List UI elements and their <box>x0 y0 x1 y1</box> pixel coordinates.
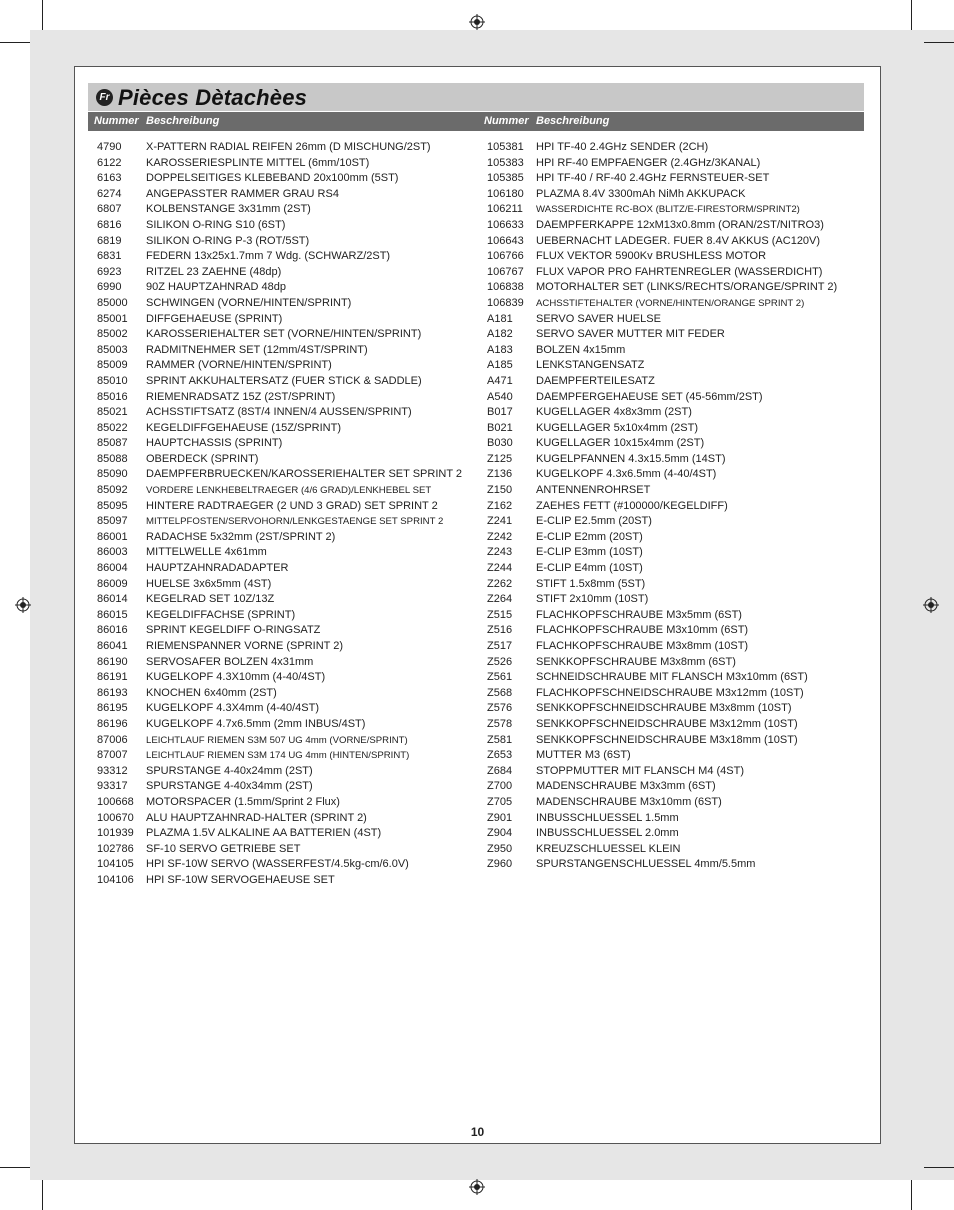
part-description: FLACHKOPFSCHRAUBE M3x8mm (10ST) <box>536 640 749 652</box>
part-description: SILIKON O-RING S10 (6ST) <box>146 218 286 231</box>
part-description: KUGELLAGER 5x10x4mm (2ST) <box>536 421 698 434</box>
part-description: ANTENNENROHRSET <box>536 484 651 497</box>
crop-mark <box>924 1167 954 1168</box>
part-description: LENKSTANGENSATZ <box>536 359 645 372</box>
part-number: 86001 <box>97 530 128 543</box>
part-number: Z244 <box>487 562 513 575</box>
part-description: KEGELDIFFGEHAEUSE (15Z/SPRINT) <box>146 421 341 434</box>
part-number: 6923 <box>97 265 122 278</box>
part-number: 86009 <box>97 577 128 590</box>
part-description: PLAZMA 1.5V ALKALINE AA BATTERIEN (4ST) <box>146 827 382 840</box>
part-number: 106211 <box>487 203 523 216</box>
crop-mark <box>42 1180 43 1210</box>
part-description: SPRINT KEGELDIFF O-RINGSATZ <box>146 624 321 637</box>
language-badge: Fr <box>96 89 113 106</box>
part-description: KEGELRAD SET 10Z/13Z <box>146 593 275 606</box>
part-description: SERVOSAFER BOLZEN 4x31mm <box>146 655 314 668</box>
part-description: ACHSSTIFTSATZ (8ST/4 INNEN/4 AUSSEN/SPRINT) <box>146 406 412 419</box>
part-description: MADENSCHRAUBE M3x10mm (6ST) <box>536 795 722 808</box>
part-description: BOLZEN 4x15mm <box>536 343 626 356</box>
part-description: DIFFGEHAEUSE (SPRINT) <box>146 312 283 325</box>
part-number: Z243 <box>487 546 513 559</box>
part-description: ZAEHES FETT (#100000/KEGELDIFF) <box>536 499 728 512</box>
part-number: 87007 <box>97 749 128 762</box>
part-number: 104106 <box>97 873 134 886</box>
part-number: 85087 <box>97 437 128 450</box>
part-description: MOTORSPACER (1.5mm/Sprint 2 Flux) <box>146 795 340 808</box>
part-description: HPI SF-10W SERVOGEHAEUSE SET <box>146 873 335 886</box>
part-number: Z705 <box>487 795 513 808</box>
part-number: Z162 <box>487 499 513 512</box>
part-description: DAEMPFERKAPPE 12xM13x0.8mm (ORAN/2ST/NITRO3) <box>536 218 824 231</box>
part-number: 86004 <box>97 562 128 575</box>
part-description: RADACHSE 5x32mm (2ST/SPRINT 2) <box>146 530 336 543</box>
part-description: SPRINT AKKUHALTERSATZ (FUER STICK & SADDLE) <box>146 374 422 387</box>
part-number: Z653 <box>487 749 513 762</box>
part-description: FLUX VEKTOR 5900Kv BRUSHLESS MOTOR <box>536 250 767 263</box>
part-number: Z960 <box>487 858 513 871</box>
part-number: A471 <box>487 374 513 387</box>
part-number: 85003 <box>97 343 128 356</box>
part-description: RADMITNEHMER SET (12mm/4ST/SPRINT) <box>146 343 368 356</box>
part-description: KAROSSERIESPLINTE MITTEL (6mm/10ST) <box>146 156 370 169</box>
part-description: WASSERDICHTE RC-BOX (BLITZ/E-FIRESTORM/SPRINT2) <box>536 204 800 216</box>
part-description: SENKKOPFSCHRAUBE M3x8mm (6ST) <box>536 655 736 668</box>
part-number: 104105 <box>97 858 134 871</box>
part-description: DAEMPFERTEILESATZ <box>536 374 655 387</box>
part-number: 106839 <box>487 296 524 309</box>
part-number: Z561 <box>487 671 513 684</box>
part-number: Z516 <box>487 624 513 637</box>
part-number: Z517 <box>487 640 513 652</box>
part-number: Z950 <box>487 842 513 855</box>
document-page <box>74 66 881 1144</box>
part-description: SENKKOPFSCHNEIDSCHRAUBE M3x12mm (10ST) <box>536 717 798 730</box>
part-number: Z526 <box>487 655 513 668</box>
part-description: DAEMPFERBRUECKEN/KAROSSERIEHALTER SET SPRINT 2 <box>146 468 463 481</box>
part-description: FEDERN 13x25x1.7mm 7 Wdg. (SCHWARZ/2ST) <box>146 250 391 263</box>
crop-mark <box>911 0 912 30</box>
part-number: A540 <box>487 390 513 403</box>
part-description: FLACHKOPFSCHRAUBE M3x5mm (6ST) <box>536 608 742 621</box>
part-number: 85088 <box>97 452 128 465</box>
part-description: FLACHKOPFSCHNEIDSCHRAUBE M3x12mm (10ST) <box>536 686 804 699</box>
part-number: Z515 <box>487 608 513 621</box>
part-description: KAROSSERIEHALTER SET (VORNE/HINTEN/SPRINT) <box>146 328 422 341</box>
part-description: KNOCHEN 6x40mm (2ST) <box>146 686 277 699</box>
part-number: 85022 <box>97 421 128 434</box>
part-number: 86196 <box>97 717 128 730</box>
part-description: SPURSTANGE 4-40x34mm (2ST) <box>146 780 313 793</box>
page-number: 10 <box>470 1125 485 1139</box>
part-description: SENKKOPFSCHNEIDSCHRAUBE M3x18mm (10ST) <box>536 733 798 746</box>
part-number: 85010 <box>97 374 128 387</box>
part-description: HUELSE 3x6x5mm (4ST) <box>146 577 272 590</box>
part-description: MUTTER M3 (6ST) <box>536 749 631 762</box>
part-number: 86015 <box>97 608 128 621</box>
part-description: MITTELWELLE 4x61mm <box>146 546 267 559</box>
part-number: A183 <box>487 343 513 356</box>
part-description: STIFT 2x10mm (10ST) <box>536 593 649 606</box>
part-number: 86195 <box>97 702 128 715</box>
part-number: A181 <box>487 312 513 325</box>
part-number: A185 <box>487 359 513 372</box>
page-title: Pièces Dètachèes <box>118 85 308 110</box>
part-number: A182 <box>487 328 513 341</box>
part-number: Z578 <box>487 717 513 730</box>
part-number: Z241 <box>487 515 513 528</box>
part-description: STIFT 1.5x8mm (5ST) <box>536 577 646 590</box>
part-description: E-CLIP E3mm (10ST) <box>536 546 643 559</box>
part-description: HAUPTZAHNRADADAPTER <box>146 562 289 575</box>
part-description: SPURSTANGENSCHLUESSEL 4mm/5.5mm <box>536 858 756 871</box>
part-number: Z242 <box>487 530 513 543</box>
part-description: INBUSSCHLUESSEL 2.0mm <box>536 827 679 840</box>
part-number: 93317 <box>97 780 128 793</box>
part-description: SILIKON O-RING P-3 (ROT/5ST) <box>146 234 310 247</box>
part-description: DOPPELSEITIGES KLEBEBAND 20x100mm (5ST) <box>146 172 399 185</box>
part-number: 100668 <box>97 795 134 808</box>
part-description: LEICHTLAUF RIEMEN S3M 507 UG 4mm (VORNE/SPRINT) <box>146 734 408 746</box>
part-description: ACHSSTIFTEHALTER (VORNE/HINTEN/ORANGE SPRINT 2) <box>536 297 805 309</box>
registration-mark-icon <box>469 14 485 30</box>
part-description: KOLBENSTANGE 3x31mm (2ST) <box>146 203 311 216</box>
part-number: 86193 <box>97 686 128 699</box>
part-number: 85002 <box>97 328 128 341</box>
part-number: Z700 <box>487 780 513 793</box>
part-number: 86016 <box>97 624 128 637</box>
part-description: HPI TF-40 / RF-40 2.4GHz FERNSTEUER-SET <box>536 172 770 185</box>
part-number: Z904 <box>487 827 513 840</box>
part-description: SERVO SAVER MUTTER MIT FEDER <box>536 328 725 341</box>
part-description: HINTERE RADTRAEGER (2 UND 3 GRAD) SET SPRINT 2 <box>146 499 438 512</box>
part-number: Z576 <box>487 702 513 715</box>
part-description: KUGELPFANNEN 4.3x15.5mm (14ST) <box>536 452 726 465</box>
part-description: SERVO SAVER HUELSE <box>536 312 661 325</box>
part-description: SCHWINGEN (VORNE/HINTEN/SPRINT) <box>146 296 352 309</box>
part-description: ANGEPASSTER RAMMER GRAU RS4 <box>146 187 339 200</box>
registration-mark-icon <box>15 597 31 613</box>
part-description: HPI SF-10W SERVO (WASSERFEST/4.5kg-cm/6.0V) <box>146 858 409 871</box>
part-description: RIEMENSPANNER VORNE (SPRINT 2) <box>146 640 344 652</box>
crop-mark <box>0 1167 30 1168</box>
part-description: MITTELPFOSTEN/SERVOHORN/LENKGESTAENGE SET SPRINT 2 <box>146 516 444 528</box>
part-number: 6819 <box>97 234 122 247</box>
part-description: FLACHKOPFSCHRAUBE M3x10mm (6ST) <box>536 624 749 637</box>
part-description: E-CLIP E4mm (10ST) <box>536 562 643 575</box>
part-description: SF-10 SERVO GETRIEBE SET <box>146 842 301 855</box>
part-description: KUGELLAGER 10x15x4mm (2ST) <box>536 437 705 450</box>
part-number: 105383 <box>487 156 524 169</box>
part-number: Z581 <box>487 733 513 746</box>
part-description: RITZEL 23 ZAEHNE (48dp) <box>146 265 282 278</box>
part-number: 106633 <box>487 218 524 231</box>
part-description: LEICHTLAUF RIEMEN S3M 174 UG 4mm (HINTEN/SPRINT) <box>146 750 410 762</box>
part-number: 86191 <box>97 671 128 684</box>
column-header-description-left: Beschreibung <box>146 115 220 127</box>
part-description: MADENSCHRAUBE M3x3mm (6ST) <box>536 780 716 793</box>
part-description: KEGELDIFFACHSE (SPRINT) <box>146 608 296 621</box>
part-description: STOPPMUTTER MIT FLANSCH M4 (4ST) <box>536 764 745 777</box>
part-number: Z262 <box>487 577 513 590</box>
part-description: VORDERE LENKHEBELTRAEGER (4/6 GRAD)/LENKHEBEL SET <box>146 485 432 497</box>
part-description: KUGELKOPF 4.3X10mm (4-40/4ST) <box>146 671 326 684</box>
part-number: 106838 <box>487 281 524 294</box>
registration-mark-icon <box>469 1179 485 1195</box>
part-number: 106180 <box>487 187 524 200</box>
part-number: 86014 <box>97 593 128 606</box>
part-number: 106767 <box>487 265 524 278</box>
part-number: 93312 <box>97 764 128 777</box>
part-number: 87006 <box>97 733 128 746</box>
part-number: 105385 <box>487 172 524 185</box>
part-description: UEBERNACHT LADEGER. FUER 8.4V AKKUS (AC120V) <box>536 234 821 247</box>
part-description: SCHNEIDSCHRAUBE MIT FLANSCH M3x10mm (6ST) <box>536 671 808 684</box>
part-number: 85097 <box>97 515 128 528</box>
part-description: INBUSSCHLUESSEL 1.5mm <box>536 811 679 824</box>
part-description: E-CLIP E2.5mm (20ST) <box>536 515 652 528</box>
part-number: B017 <box>487 406 513 419</box>
part-number: 106643 <box>487 234 524 247</box>
part-description: SENKKOPFSCHNEIDSCHRAUBE M3x8mm (10ST) <box>536 702 792 715</box>
title-bar <box>88 83 864 111</box>
part-number: 102786 <box>97 842 134 855</box>
part-number: Z136 <box>487 468 513 481</box>
part-number: 86041 <box>97 640 128 652</box>
part-description: KUGELKOPF 4.7x6.5mm (2mm INBUS/4ST) <box>146 717 366 730</box>
part-number: Z264 <box>487 593 513 606</box>
part-description: HPI TF-40 2.4GHz SENDER (2CH) <box>536 141 709 153</box>
part-description: PLAZMA 8.4V 3300mAh NiMh AKKUPACK <box>536 187 746 200</box>
column-header-number-right: Nummer <box>484 115 529 127</box>
part-number: Z568 <box>487 686 513 699</box>
part-number: B030 <box>487 437 513 450</box>
part-number: 85021 <box>97 406 128 419</box>
part-number: 85016 <box>97 390 128 403</box>
crop-mark <box>911 1180 912 1210</box>
crop-mark <box>0 42 30 43</box>
column-header-description-right: Beschreibung <box>536 115 610 127</box>
crop-mark <box>924 42 954 43</box>
part-description: KUGELKOPF 4.3X4mm (4-40/4ST) <box>146 702 319 715</box>
part-number: 6816 <box>97 218 122 231</box>
part-number: 6831 <box>97 250 122 263</box>
part-number: Z901 <box>487 811 513 824</box>
part-number: 105381 <box>487 141 524 153</box>
part-number: 100670 <box>97 811 134 824</box>
part-number: 85092 <box>97 484 128 497</box>
registration-mark-icon <box>923 597 939 613</box>
part-number: 6163 <box>97 172 122 185</box>
part-number: Z125 <box>487 452 513 465</box>
part-number: 6807 <box>97 203 122 216</box>
part-description: KUGELLAGER 4x8x3mm (2ST) <box>536 406 692 419</box>
part-description: SPURSTANGE 4-40x24mm (2ST) <box>146 764 313 777</box>
part-description: FLUX VAPOR PRO FAHRTENREGLER (WASSERDICHT) <box>536 265 823 278</box>
part-number: Z684 <box>487 764 513 777</box>
part-number: 4790 <box>97 141 122 153</box>
part-description: RAMMER (VORNE/HINTEN/SPRINT) <box>146 359 332 372</box>
crop-mark <box>42 0 43 30</box>
part-number: 85001 <box>97 312 128 325</box>
part-description: MOTORHALTER SET (LINKS/RECHTS/ORANGE/SPRINT 2) <box>536 281 838 294</box>
part-description: OBERDECK (SPRINT) <box>146 452 259 465</box>
part-number: 86190 <box>97 655 128 668</box>
part-number: 85095 <box>97 499 128 512</box>
part-description: X-PATTERN RADIAL REIFEN 26mm (D MISCHUNG/2ST) <box>146 141 431 153</box>
part-number: 85090 <box>97 468 128 481</box>
part-description: E-CLIP E2mm (20ST) <box>536 530 643 543</box>
column-header-bar <box>88 112 864 131</box>
part-description: DAEMPFERGEHAEUSE SET (45-56mm/2ST) <box>536 390 763 403</box>
part-description: HAUPTCHASSIS (SPRINT) <box>146 437 283 450</box>
part-description: RIEMENRADSATZ 15Z (2ST/SPRINT) <box>146 390 336 403</box>
column-header-number-left: Nummer <box>94 115 139 127</box>
part-number: 106766 <box>487 250 524 263</box>
part-number: 6990 <box>97 281 122 294</box>
part-number: 6122 <box>97 156 122 169</box>
part-number: 85000 <box>97 296 128 309</box>
part-description: ALU HAUPTZAHNRAD-HALTER (SPRINT 2) <box>146 811 367 824</box>
part-description: KREUZSCHLUESSEL KLEIN <box>536 842 681 855</box>
part-number: Z150 <box>487 484 513 497</box>
part-number: B021 <box>487 421 513 434</box>
part-number: 6274 <box>97 187 122 200</box>
part-number: 85009 <box>97 359 128 372</box>
part-number: 101939 <box>97 827 134 840</box>
part-description: HPI RF-40 EMPFAENGER (2.4GHz/3KANAL) <box>536 156 761 169</box>
part-description: KUGELKOPF 4.3x6.5mm (4-40/4ST) <box>536 468 717 481</box>
part-number: 86003 <box>97 546 128 559</box>
part-description: 90Z HAUPTZAHNRAD 48dp <box>146 281 286 294</box>
